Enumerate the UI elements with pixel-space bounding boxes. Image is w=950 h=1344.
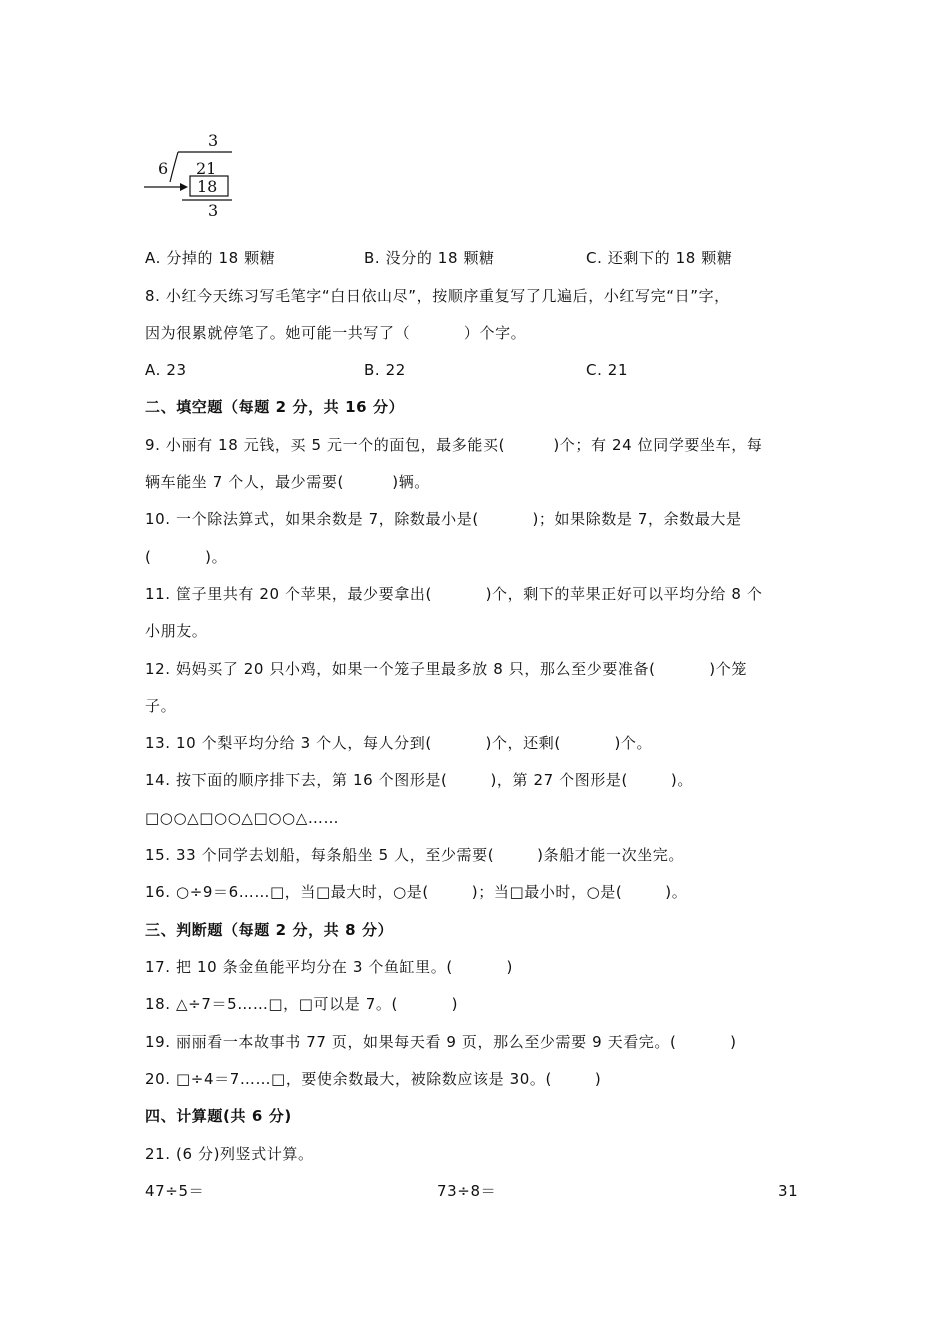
section-4-heading: 四、计算题(共 6 分) — [145, 1107, 292, 1125]
q17: 17. 把 10 条金鱼能平均分在 3 个鱼缸里。( ) — [145, 958, 513, 976]
section-2-heading: 二、填空题（每题 2 分，共 16 分） — [145, 398, 405, 416]
dividend-digits: 21 — [196, 159, 217, 178]
divisor-digit: 6 — [158, 159, 169, 178]
q7-option-b: B. 没分的 18 颗糖 — [364, 249, 495, 267]
q19: 19. 丽丽看一本故事书 77 页，如果每天看 9 页，那么至少需要 9 天看完。( ) — [145, 1033, 737, 1051]
remainder-digit: 3 — [208, 201, 219, 218]
q10-line-2: ( )。 — [145, 548, 228, 566]
q21: 21. (6 分)列竖式计算。 — [145, 1145, 314, 1163]
calc-item-3: 31 — [778, 1182, 799, 1200]
quotient-digit: 3 — [208, 131, 219, 150]
q13: 13. 10 个梨平均分给 3 个人，每人分到( )个，还剩( )个。 — [145, 734, 653, 752]
q15: 15. 33 个同学去划船，每条船坐 5 人，至少需要( )条船才能一次坐完。 — [145, 846, 685, 864]
q8-line-2: 因为很累就停笔了。她可能一共写了（ ）个字。 — [145, 324, 527, 342]
q18: 18. △÷7＝5……□，□可以是 7。( ) — [145, 995, 459, 1013]
q8-line-1: 8. 小红今天练习写毛笔字“白日依山尽”，按顺序重复写了几遍后，小红写完“日”字， — [145, 287, 730, 305]
section-3-heading: 三、判断题（每题 2 分，共 8 分） — [145, 921, 394, 939]
q7-option-c: C. 还剩下的 18 颗糖 — [586, 249, 733, 267]
q8-option-a: A. 23 — [145, 361, 187, 379]
q8-option-b: B. 22 — [364, 361, 406, 379]
q9-line-2: 辆车能坐 7 个人，最少需要( )辆。 — [145, 473, 430, 491]
arrow-head-icon — [180, 183, 188, 191]
q16: 16. ○÷9＝6……□，当□最大时，○是( )；当□最小时，○是( )。 — [145, 883, 688, 901]
q11-line-2: 小朋友。 — [145, 622, 208, 640]
q14-shape-sequence: □○○△□○○△□○○△…… — [145, 809, 340, 827]
q8-option-c: C. 21 — [586, 361, 629, 379]
calc-item-2: 73÷8＝ — [437, 1182, 497, 1200]
q14-line-1: 14. 按下面的顺序排下去，第 16 个图形是( )，第 27 个图形是( )。 — [145, 771, 693, 789]
product-digits: 18 — [197, 177, 218, 196]
q20: 20. □÷4＝7……□，要使余数最大，被除数应该是 30。( ) — [145, 1070, 602, 1088]
calc-item-1: 47÷5＝ — [145, 1182, 205, 1200]
q11-line-1: 11. 筐子里共有 20 个苹果，最少要拿出( )个，剩下的苹果正好可以平均分给 8 个 — [145, 585, 763, 603]
q10-line-1: 10. 一个除法算式，如果余数是 7，除数最小是( )；如果除数是 7，余数最大是 — [145, 510, 742, 528]
division-diagram — [140, 128, 250, 218]
q12-line-2: 子。 — [145, 697, 177, 715]
q12-line-1: 12. 妈妈买了 20 只小鸡，如果一个笼子里最多放 8 只，那么至少要准备( )个笼 — [145, 660, 747, 678]
q7-option-a: A. 分掉的 18 颗糖 — [145, 249, 276, 267]
q9-line-1: 9. 小丽有 18 元钱，买 5 元一个的面包，最多能买( )个；有 24 位同学要坐车，每 — [145, 436, 763, 454]
division-bracket — [170, 152, 178, 182]
